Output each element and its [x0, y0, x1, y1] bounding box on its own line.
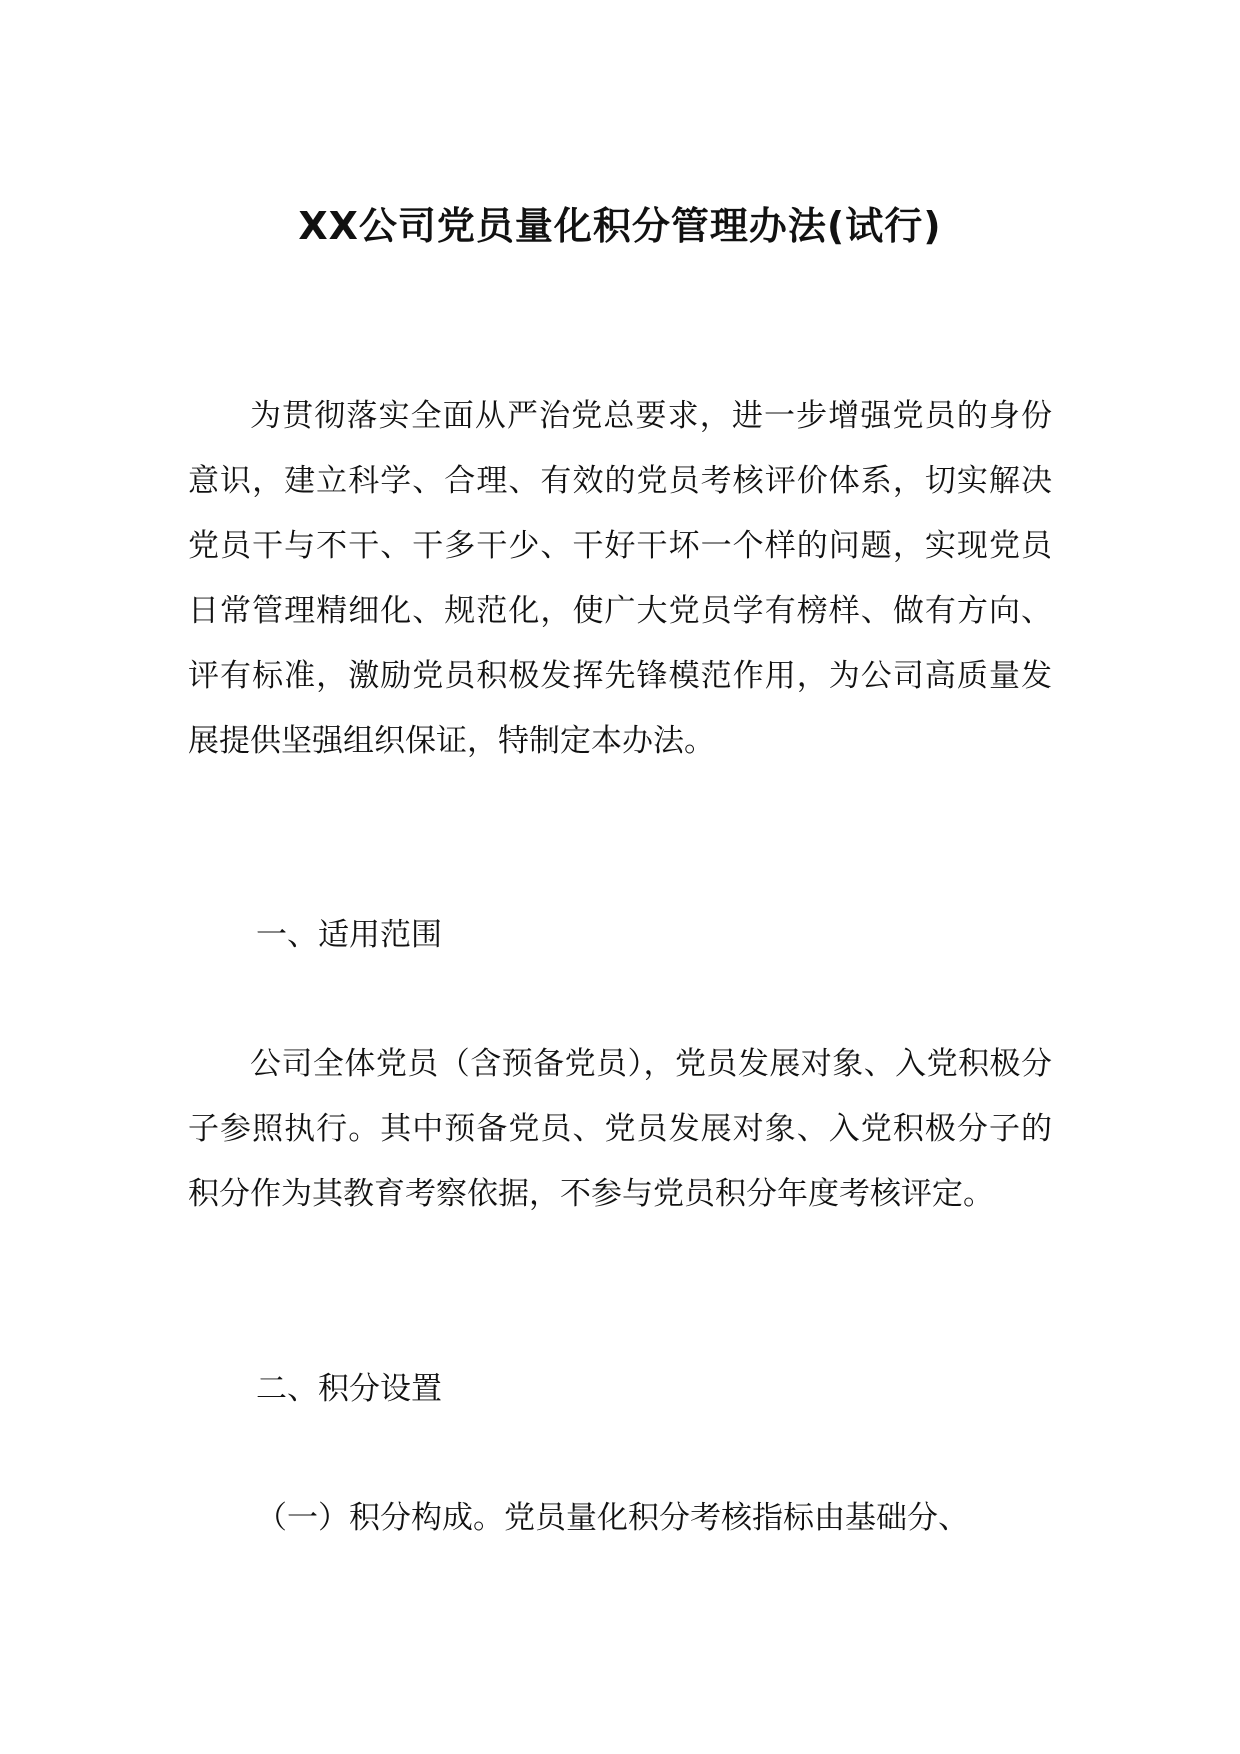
section-heading-points: 二、积分设置	[256, 1371, 442, 1407]
scope-paragraph: 公司全体党员（含预备党员），党员发展对象、入党积极分子参照执行。其中预备党员、党员发展对象、入党积极分子的积分作为其教育考察依据，不参与党员积分年度考核评定。	[188, 1046, 1052, 1212]
section-heading-scope: 一、适用范围	[256, 917, 442, 953]
points-composition-paragraph: （一）积分构成。党员量化积分考核指标由基础分、	[256, 1500, 969, 1536]
document-title: XX公司党员量化积分管理办法(试行)	[298, 204, 942, 248]
intro-paragraph: 为贯彻落实全面从严治党总要求，进一步增强党员的身份意识，建立科学、合理、有效的党员考核评价体系，切实解决党员干与不干、干多干少、干好干坏一个样的问题，实现党员日常管理精细化、规范化，使广大党员学有榜样、做有方向、评有标准，激励党员积极发挥先锋模范作用，为公司高质量发展提供坚强组织保证，特制定本办法。	[188, 398, 1052, 759]
